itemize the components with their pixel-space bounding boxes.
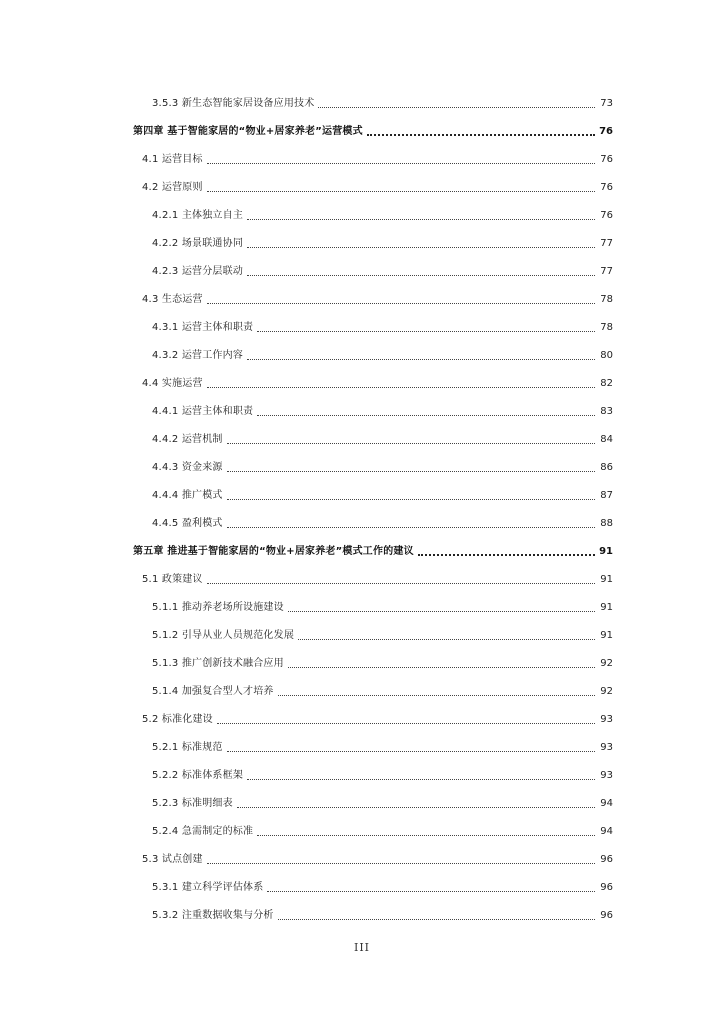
toc-entry[interactable] bbox=[152, 403, 613, 419]
toc-entry-title: 5.1.4 加强复合型人才培养 bbox=[152, 686, 274, 697]
toc-entry-page: 94 bbox=[600, 798, 613, 809]
toc-entry-title: 5.2 标准化建设 bbox=[142, 714, 213, 725]
toc-entry[interactable] bbox=[152, 263, 613, 279]
dot-leader bbox=[227, 471, 595, 472]
toc-entry-title: 5.1.2 引导从业人员规范化发展 bbox=[152, 630, 295, 641]
dot-leader bbox=[247, 359, 595, 360]
dot-leader bbox=[227, 443, 595, 444]
toc-entry-title: 第四章 基于智能家居的“物业+居家养老”运营模式 bbox=[133, 126, 363, 137]
toc-entry-page: 77 bbox=[600, 266, 613, 277]
toc-entry-title: 4.2.2 场景联通协同 bbox=[152, 238, 244, 249]
dot-leader bbox=[247, 779, 595, 780]
dot-leader bbox=[247, 275, 595, 276]
dot-leader bbox=[418, 554, 595, 556]
toc-entry[interactable] bbox=[142, 711, 613, 727]
toc-entry-page: 92 bbox=[600, 686, 613, 697]
dot-leader bbox=[217, 723, 595, 724]
toc-entry-page: 88 bbox=[600, 518, 613, 529]
toc-entry-page: 76 bbox=[599, 126, 613, 137]
dot-leader bbox=[207, 863, 595, 864]
toc-entry-title: 5.3.1 建立科学评估体系 bbox=[152, 882, 264, 893]
toc-entry-title: 4.4.1 运营主体和职责 bbox=[152, 406, 254, 417]
toc-entry-page: 82 bbox=[600, 378, 613, 389]
dot-leader bbox=[247, 219, 595, 220]
toc-entry-page: 78 bbox=[600, 294, 613, 305]
dot-leader bbox=[278, 919, 595, 920]
toc-entry-page: 96 bbox=[600, 910, 613, 921]
toc-entry-page: 77 bbox=[600, 238, 613, 249]
toc-entry-title: 5.2.2 标准体系框架 bbox=[152, 770, 244, 781]
toc-entry-page: 92 bbox=[600, 658, 613, 669]
toc-entry-page: 91 bbox=[599, 546, 613, 557]
toc-entry-title: 4.4.2 运营机制 bbox=[152, 434, 223, 445]
toc-entry[interactable] bbox=[152, 795, 613, 811]
toc-entry[interactable] bbox=[142, 571, 613, 587]
toc-entry-title: 4.4.3 资金来源 bbox=[152, 462, 223, 473]
toc-entry-page: 96 bbox=[600, 882, 613, 893]
toc-entry[interactable] bbox=[152, 319, 613, 335]
toc-entry[interactable] bbox=[142, 179, 613, 195]
toc-entry-title: 4.2 运营原则 bbox=[142, 182, 203, 193]
toc-entry[interactable] bbox=[152, 431, 613, 447]
toc-entry-title: 4.3.2 运营工作内容 bbox=[152, 350, 244, 361]
dot-leader bbox=[257, 835, 595, 836]
toc-entry[interactable] bbox=[133, 543, 613, 559]
toc-entry-title: 4.4 实施运营 bbox=[142, 378, 203, 389]
dot-leader bbox=[318, 107, 595, 108]
toc-entry-page: 91 bbox=[600, 602, 613, 613]
toc-entry-page: 78 bbox=[600, 322, 613, 333]
toc-entry[interactable] bbox=[152, 95, 613, 111]
dot-leader bbox=[227, 527, 595, 528]
dot-leader bbox=[367, 134, 595, 136]
dot-leader bbox=[207, 387, 595, 388]
toc-entry[interactable] bbox=[152, 823, 613, 839]
toc-entry-title: 5.2.3 标准明细表 bbox=[152, 798, 233, 809]
toc-entry[interactable] bbox=[152, 487, 613, 503]
dot-leader bbox=[257, 415, 595, 416]
toc-entry-page: 76 bbox=[600, 154, 613, 165]
toc-entry-page: 76 bbox=[600, 210, 613, 221]
toc-entry-title: 5.2.4 急需制定的标准 bbox=[152, 826, 254, 837]
toc-entry[interactable] bbox=[152, 879, 613, 895]
toc-entry[interactable] bbox=[152, 627, 613, 643]
toc-entry-title: 4.2.3 运营分层联动 bbox=[152, 266, 244, 277]
toc-entry[interactable] bbox=[152, 207, 613, 223]
dot-leader bbox=[207, 163, 595, 164]
toc-entry-title: 5.3 试点创建 bbox=[142, 854, 203, 865]
toc-entry[interactable] bbox=[152, 683, 613, 699]
toc-entry-title: 5.2.1 标准规范 bbox=[152, 742, 223, 753]
toc-entry-title: 5.1 政策建议 bbox=[142, 574, 203, 585]
dot-leader bbox=[207, 303, 595, 304]
dot-leader bbox=[278, 695, 595, 696]
dot-leader bbox=[237, 807, 595, 808]
toc-entry-page: 87 bbox=[600, 490, 613, 501]
toc-entry-page: 73 bbox=[600, 98, 613, 109]
toc-entry[interactable] bbox=[152, 235, 613, 251]
toc-entry-title: 4.1 运营目标 bbox=[142, 154, 203, 165]
toc-entry[interactable] bbox=[152, 347, 613, 363]
toc-entry[interactable] bbox=[152, 459, 613, 475]
toc-entry-page: 83 bbox=[600, 406, 613, 417]
toc-entry-title: 4.3.1 运营主体和职责 bbox=[152, 322, 254, 333]
toc-entry[interactable] bbox=[152, 907, 613, 923]
toc-entry-page: 91 bbox=[600, 630, 613, 641]
toc-entry[interactable] bbox=[152, 655, 613, 671]
toc-entry-page: 94 bbox=[600, 826, 613, 837]
toc-entry-title: 4.3 生态运营 bbox=[142, 294, 203, 305]
toc-entry[interactable] bbox=[133, 123, 613, 139]
toc-entry-page: 86 bbox=[600, 462, 613, 473]
toc-entry[interactable] bbox=[142, 375, 613, 391]
dot-leader bbox=[227, 751, 595, 752]
toc-entry[interactable] bbox=[142, 851, 613, 867]
toc-entry-page: 80 bbox=[600, 350, 613, 361]
toc-entry[interactable] bbox=[152, 599, 613, 615]
toc-entry-page: 93 bbox=[600, 714, 613, 725]
toc-entry-title: 第五章 推进基于智能家居的“物业+居家养老”模式工作的建议 bbox=[133, 546, 414, 557]
toc-entry-title: 4.4.5 盈利模式 bbox=[152, 518, 223, 529]
toc-entry-page: 93 bbox=[600, 770, 613, 781]
toc-entry[interactable] bbox=[152, 767, 613, 783]
toc-entry-page: 76 bbox=[600, 182, 613, 193]
dot-leader bbox=[288, 667, 595, 668]
toc-entry[interactable] bbox=[142, 291, 613, 307]
toc-entry-title: 5.1.3 推广创新技术融合应用 bbox=[152, 658, 284, 669]
dot-leader bbox=[298, 639, 595, 640]
page-number: III bbox=[353, 941, 371, 954]
toc-entry-title: 5.1.1 推动养老场所设施建设 bbox=[152, 602, 284, 613]
dot-leader bbox=[207, 583, 595, 584]
toc-entry-page: 93 bbox=[600, 742, 613, 753]
toc-entry-title: 5.3.2 注重数据收集与分析 bbox=[152, 910, 274, 921]
toc-entry-page: 91 bbox=[600, 574, 613, 585]
toc-entry-page: 84 bbox=[600, 434, 613, 445]
toc-entry-title: 3.5.3 新生态智能家居设备应用技术 bbox=[152, 98, 315, 109]
dot-leader bbox=[288, 611, 595, 612]
dot-leader bbox=[227, 499, 595, 500]
dot-leader bbox=[267, 891, 595, 892]
toc-entry-title: 4.2.1 主体独立自主 bbox=[152, 210, 244, 221]
toc-entry-title: 4.4.4 推广模式 bbox=[152, 490, 223, 501]
toc-entry-page: 96 bbox=[600, 854, 613, 865]
dot-leader bbox=[247, 247, 595, 248]
toc-entry[interactable] bbox=[152, 739, 613, 755]
dot-leader bbox=[207, 191, 595, 192]
toc-entry[interactable] bbox=[152, 515, 613, 531]
dot-leader bbox=[257, 331, 595, 332]
toc-entry[interactable] bbox=[142, 151, 613, 167]
